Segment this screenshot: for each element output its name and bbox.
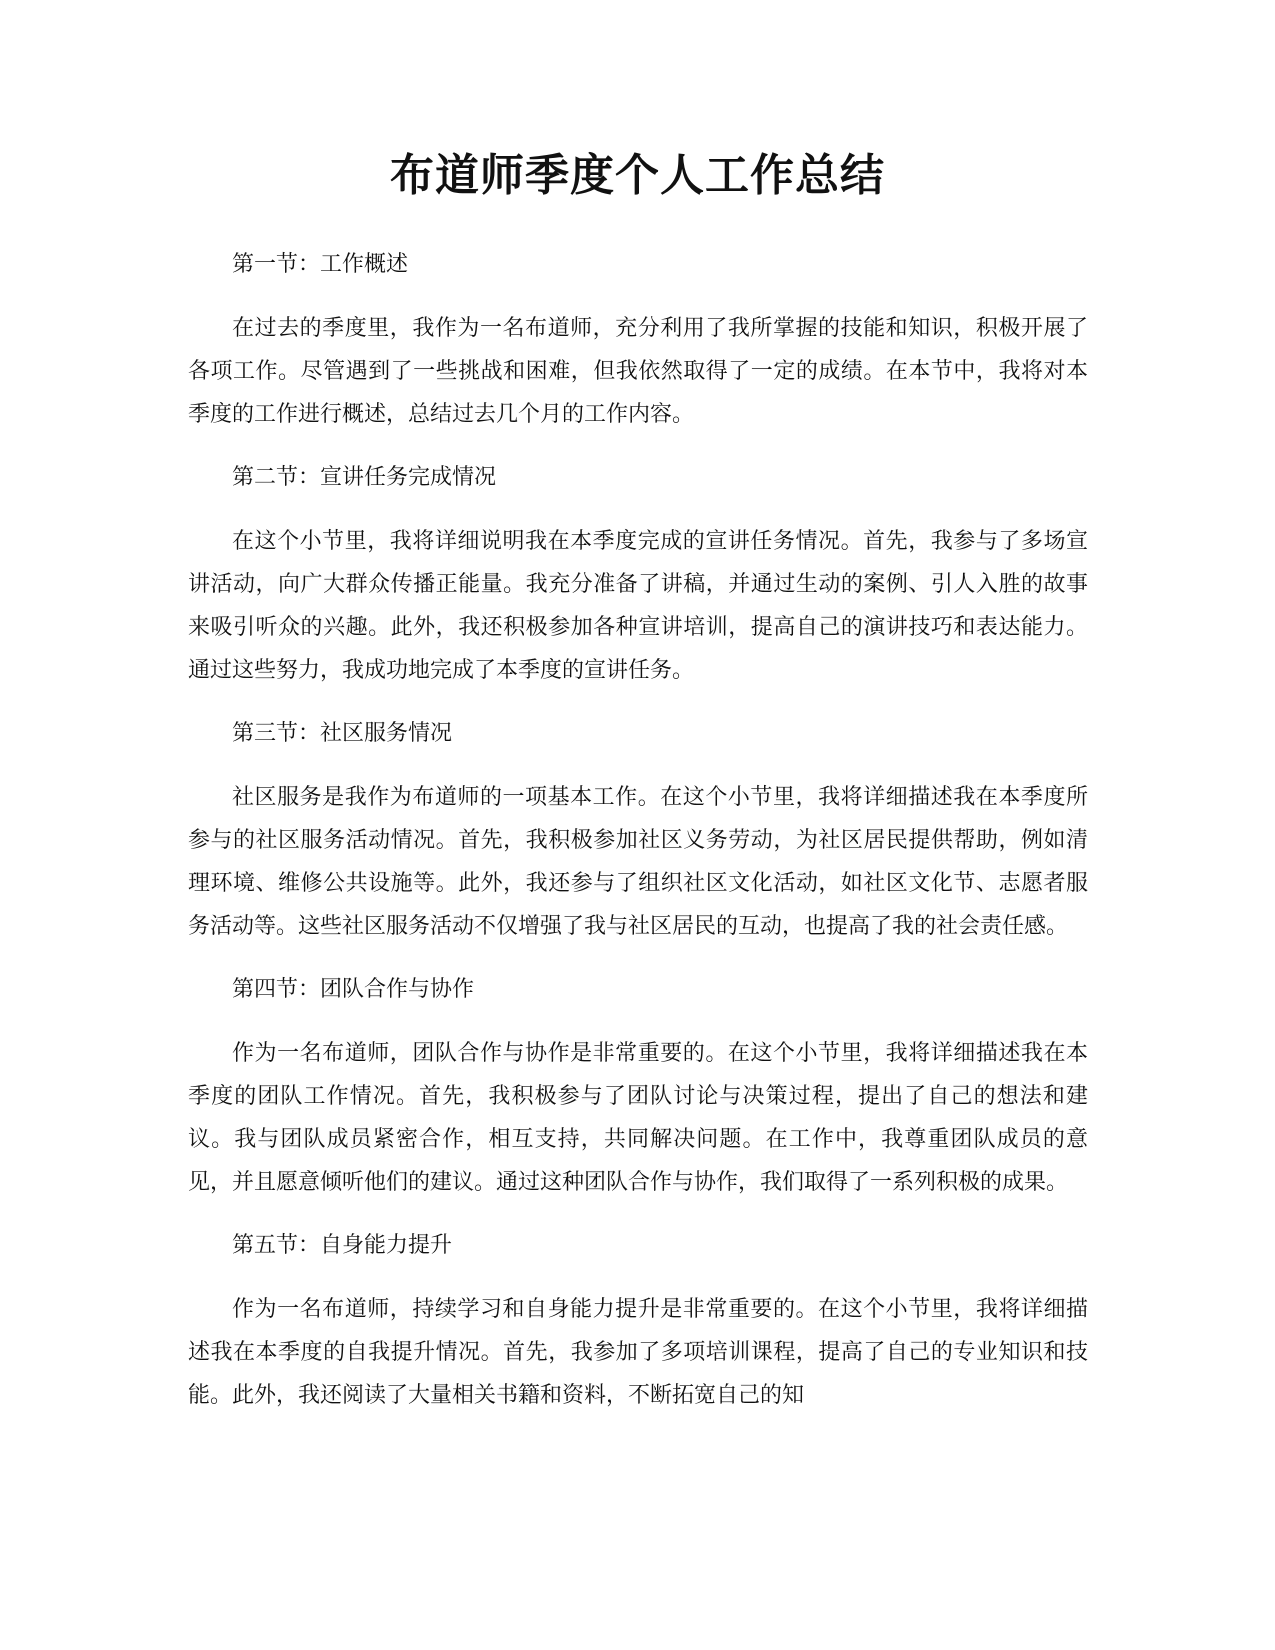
section-heading: 第一节：工作概述 xyxy=(232,252,409,277)
document-title: 布道师季度个人工作总结 xyxy=(390,150,885,201)
section-paragraph: 作为一名布道师，团队合作与协作是非常重要的。在这个小节里，我将详细描述我在本季度的团队工作情况。首先，我积极参与了团队讨论与决策过程，提出了自己的想法和建议。我与团队成员紧密合作，相互支持，共同解决问题。在工作中，我尊重团队成员的意见，并且愿意倾听他们的建议。通过这种团队合作与协作，我们取得了一系列积极的成果。 xyxy=(188,1041,1088,1195)
section-1 xyxy=(188,244,1088,436)
document-body xyxy=(188,244,1088,1438)
section-paragraph: 在过去的季度里，我作为一名布道师，充分利用了我所掌握的技能和知识，积极开展了各项工作。尽管遇到了一些挑战和困难，但我依然取得了一定的成绩。在本节中，我将对本季度的工作进行概述，总结过去几个月的工作内容。 xyxy=(188,316,1088,427)
section-paragraph: 作为一名布道师，持续学习和自身能力提升是非常重要的。在这个小节里，我将详细描述我在本季度的自我提升情况。首先，我参加了多项培训课程，提高了自己的专业知识和技能。此外，我还阅读了大量相关书籍和资料，不断拓宽自己的知 xyxy=(188,1297,1088,1408)
section-heading: 第四节：团队合作与协作 xyxy=(232,977,475,1002)
section-heading: 第三节：社区服务情况 xyxy=(232,721,453,746)
section-3 xyxy=(188,713,1088,948)
section-heading: 第二节：宣讲任务完成情况 xyxy=(232,465,497,490)
section-paragraph: 社区服务是我作为布道师的一项基本工作。在这个小节里，我将详细描述我在本季度所参与的社区服务活动情况。首先，我积极参加社区义务劳动，为社区居民提供帮助，例如清理环境、维修公共设施等。此外，我还参与了组织社区文化活动，如社区文化节、志愿者服务活动等。这些社区服务活动不仅增强了我与社区居民的互动，也提高了我的社会责任感。 xyxy=(188,785,1088,939)
section-paragraph: 在这个小节里，我将详细说明我在本季度完成的宣讲任务情况。首先，我参与了多场宣讲活动，向广大群众传播正能量。我充分准备了讲稿，并通过生动的案例、引人入胜的故事来吸引听众的兴趣。此外，我还积极参加各种宣讲培训，提高自己的演讲技巧和表达能力。通过这些努力，我成功地完成了本季度的宣讲任务。 xyxy=(188,529,1088,683)
section-5 xyxy=(188,1225,1088,1417)
section-2 xyxy=(188,457,1088,692)
section-4 xyxy=(188,969,1088,1204)
section-heading: 第五节：自身能力提升 xyxy=(232,1233,453,1258)
